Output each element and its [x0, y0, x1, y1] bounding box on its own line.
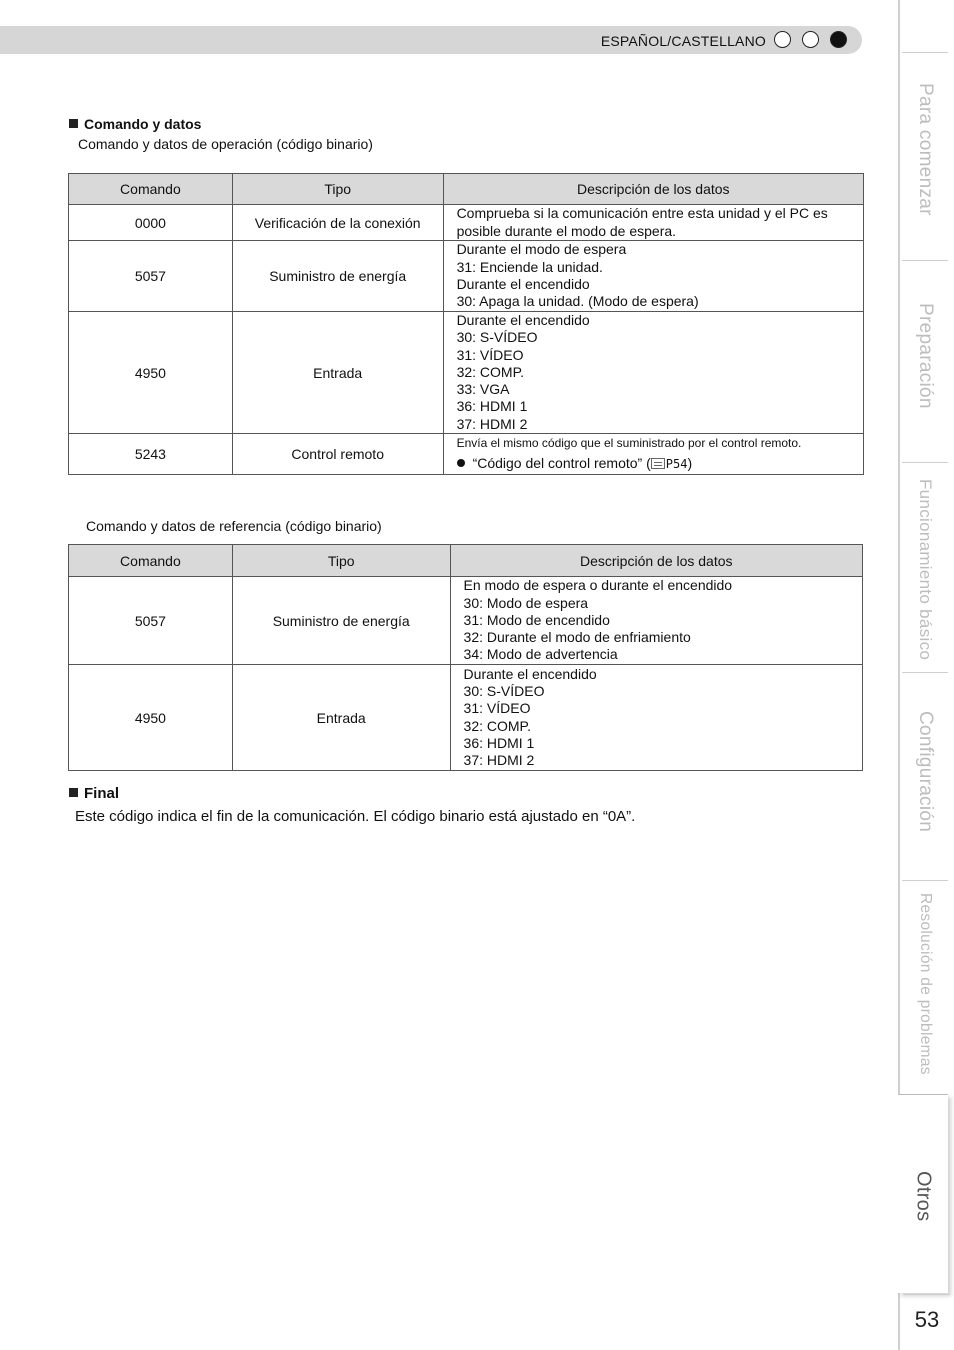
table-row — [69, 312, 864, 434]
language-indicator-1-icon — [774, 31, 791, 48]
reference-note — [457, 455, 861, 473]
description-line: 30: S-VÍDEO — [463, 682, 545, 699]
description-line: 37: HDMI 2 — [456, 415, 528, 432]
tab-label: Otros — [912, 1171, 935, 1222]
description-line: Durante el encendido — [456, 312, 590, 328]
table-row — [69, 434, 864, 475]
column-header: Comando — [69, 174, 233, 205]
description-line: Durante el encendido — [463, 665, 597, 682]
description-line: 30: Modo de espera — [463, 594, 589, 611]
square-bullet-icon — [69, 119, 78, 128]
description-line: Durante el encendido — [456, 276, 590, 292]
type-cell: Entrada — [232, 312, 443, 434]
description-cell — [443, 241, 863, 312]
description-line: En modo de espera o durante el encendido — [463, 577, 733, 594]
section-tab-strip — [898, 0, 954, 1350]
type-cell: Entrada — [232, 665, 450, 771]
description-cell — [450, 665, 862, 771]
description-line: 37: HDMI 2 — [463, 752, 535, 769]
description-line: 31: Enciende la unidad. — [456, 258, 603, 275]
bullet-icon — [457, 459, 465, 467]
command-cell: 5057 — [69, 577, 233, 665]
table-caption: Comando y datos de referencia (código binario) — [86, 518, 382, 534]
column-header: Comando — [69, 545, 233, 577]
description-line: Comprueba si la comunicación entre esta unidad y el PC es posible durante el modo de espera. — [456, 205, 828, 239]
type-cell: Verificación de la conexión — [232, 205, 443, 241]
command-cell: 5057 — [69, 241, 233, 312]
description-cell — [450, 577, 862, 665]
description-line: 32: COMP. — [456, 363, 524, 380]
tab-preparacion[interactable] — [902, 260, 948, 463]
description-line: 32: COMP. — [463, 717, 531, 734]
header-bar — [0, 26, 862, 54]
tab-label: Preparación — [915, 303, 936, 409]
command-cell: 5243 — [69, 434, 233, 475]
table-header-row — [69, 174, 864, 205]
column-header: Tipo — [232, 174, 443, 205]
page-number: 53 — [904, 1294, 950, 1343]
tab-funcionamiento-basico[interactable] — [902, 462, 948, 673]
tab-label: Funcionamiento básico — [916, 479, 935, 661]
description-cell — [443, 205, 863, 241]
description-line: 36: HDMI 1 — [463, 734, 535, 751]
column-header: Descripción de los datos — [450, 545, 862, 577]
tab-otros[interactable] — [898, 1094, 948, 1293]
language-label: ESPAÑOL/CASTELLANO — [600, 33, 766, 49]
column-header: Descripción de los datos — [443, 174, 863, 205]
command-cell: 4950 — [69, 665, 233, 771]
section-heading-text: Comando y datos — [84, 116, 202, 132]
table-header-row — [69, 545, 863, 577]
language-indicator-2-icon — [802, 31, 819, 48]
section-heading — [69, 116, 201, 132]
reference-page-link[interactable]: P54 — [665, 456, 688, 471]
description-line: 33: VGA — [456, 381, 510, 398]
command-cell: 0000 — [69, 205, 233, 241]
operation-command-table — [68, 173, 864, 475]
description-line: 31: VÍDEO — [456, 346, 524, 363]
reference-note-end: ) — [687, 454, 693, 471]
table-caption: Comando y datos de operación (código binario) — [78, 136, 373, 152]
tab-label: Para comenzar — [915, 83, 936, 216]
table-row — [69, 205, 864, 241]
type-cell: Suministro de energía — [232, 241, 443, 312]
tab-label: Configuración — [915, 711, 936, 833]
book-reference-icon — [651, 458, 665, 469]
tab-label: Resolución de problemas — [917, 893, 934, 1075]
final-heading — [69, 785, 119, 802]
description-line: 30: Apaga la unidad. (Modo de espera) — [456, 293, 699, 310]
description-line: 36: HDMI 1 — [456, 398, 528, 415]
type-cell: Control remoto — [232, 434, 443, 475]
description-line: 31: VÍDEO — [463, 700, 531, 717]
language-indicator-3-icon — [830, 31, 847, 48]
description-line: 34: Modo de advertencia — [463, 646, 618, 663]
final-description: Este código indica el fin de la comunicación. El código binario está ajustado en “0A”. — [75, 808, 636, 825]
type-cell: Suministro de energía — [232, 577, 450, 665]
description-line: Envía el mismo código que el suministrado por el control remoto. — [456, 436, 802, 451]
square-bullet-icon — [69, 788, 78, 797]
description-line: 31: Modo de encendido — [463, 611, 610, 628]
description-cell — [443, 434, 863, 475]
table-row — [69, 665, 863, 771]
description-cell — [443, 312, 863, 434]
table-row — [69, 577, 863, 665]
command-cell: 4950 — [69, 312, 233, 434]
tab-resolucion-de-problemas[interactable] — [902, 880, 948, 1095]
reference-note-text: “Código del control remoto” ( — [472, 454, 651, 471]
description-line: 32: Durante el modo de enfriamiento — [463, 629, 691, 646]
description-line: Durante el modo de espera — [456, 241, 627, 258]
reference-command-table — [68, 544, 863, 771]
description-line: 30: S-VÍDEO — [456, 329, 538, 346]
tab-configuracion[interactable] — [902, 672, 948, 881]
column-header: Tipo — [232, 545, 450, 577]
final-heading-text: Final — [84, 785, 120, 802]
tab-para-comenzar[interactable] — [902, 52, 948, 261]
table-row — [69, 241, 864, 312]
